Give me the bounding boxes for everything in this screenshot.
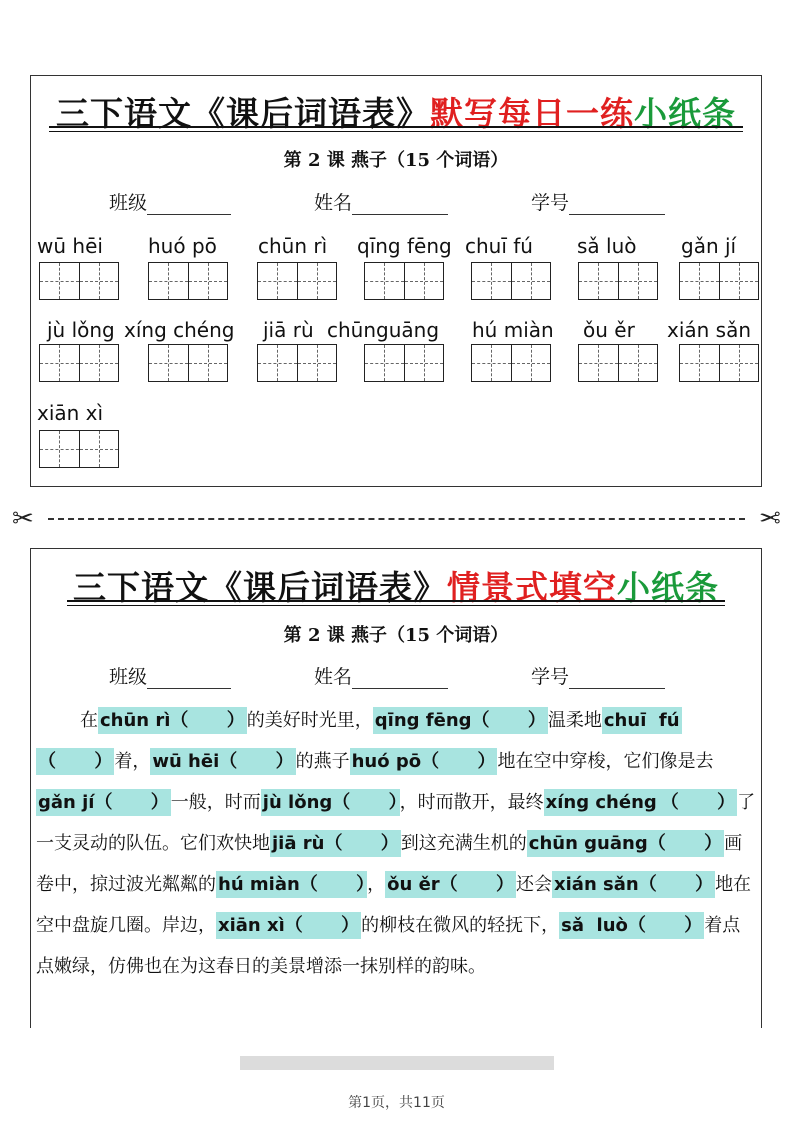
pinyin-label: chūn rì: [258, 234, 328, 258]
pinyin-prompt: ）: [379, 830, 401, 857]
answer-blank[interactable]: [352, 789, 386, 816]
pinyin-label: huó pō: [148, 234, 217, 258]
pinyin-prompt: qīng fēng（: [373, 707, 492, 734]
story-text: 地在空中穿梭，它们像是去: [497, 751, 714, 772]
answer-blank[interactable]: [460, 871, 494, 898]
lesson-subtitle: 第 2 课 燕子（15 个词语）: [283, 625, 509, 646]
answer-blank[interactable]: [648, 912, 682, 939]
answer-blank[interactable]: [58, 748, 92, 775]
student-id-field[interactable]: 学号: [531, 188, 665, 215]
cut-line: [12, 506, 781, 532]
page-indicator: 第1页，共11页: [348, 1095, 445, 1111]
pinyin-prompt: ）: [274, 748, 296, 775]
pinyin-prompt: ）: [494, 871, 516, 898]
card-title: 三下语文《课后词语表》情景式填空小纸条: [73, 568, 719, 607]
pinyin-label: qīng fēng: [357, 234, 452, 258]
pinyin-prompt: ǒu ěr（: [385, 871, 460, 898]
story-text: 在: [80, 710, 98, 731]
pinyin-label: chūnguāng: [327, 318, 440, 342]
story-text: ，: [367, 874, 386, 895]
dashed-divider: [48, 518, 745, 520]
title-underline-thin: [49, 131, 743, 132]
pinyin-prompt: ）: [339, 912, 361, 939]
pinyin-prompt: （: [36, 748, 58, 775]
writing-box[interactable]: [471, 344, 551, 382]
pinyin-prompt: ）: [354, 871, 367, 898]
answer-blank[interactable]: [239, 748, 273, 775]
story-text: 着点点嫩绿，仿佛也在为这春日的美景增添一抹别样的韵味。: [36, 915, 741, 977]
pinyin-prompt: ）: [526, 707, 548, 734]
story-text: 的燕子: [295, 751, 350, 772]
pinyin-prompt: sǎ luò（: [559, 912, 648, 939]
story-text: ，时而散开，最终: [399, 792, 544, 813]
pinyin-prompt: ）: [693, 871, 715, 898]
student-id-field[interactable]: 学号: [531, 662, 665, 689]
writing-box[interactable]: [471, 262, 551, 300]
pinyin-prompt: ）: [149, 789, 171, 816]
story-text: 了一支灵动的队伍。它们欢快地: [36, 792, 756, 854]
pinyin-label: xiān xì: [37, 401, 104, 425]
answer-blank[interactable]: [344, 830, 378, 857]
pinyin-label: jù lǒng: [47, 318, 115, 342]
story-text: 着，: [114, 751, 151, 772]
pinyin-label: hú miàn: [472, 318, 554, 342]
pinyin-prompt: ）: [225, 707, 247, 734]
card-title: 三下语文《课后词语表》默写每日一练小纸条: [56, 94, 736, 133]
writing-box[interactable]: [578, 344, 658, 382]
writing-box[interactable]: [257, 262, 337, 300]
pinyin-label: jiā rù: [263, 318, 314, 342]
pinyin-label: wū hēi: [37, 234, 103, 258]
answer-blank[interactable]: [114, 789, 148, 816]
writing-box[interactable]: [578, 262, 658, 300]
pinyin-prompt: wū hēi（: [150, 748, 239, 775]
class-field[interactable]: 班级: [109, 188, 231, 215]
pinyin-prompt: ）: [715, 789, 737, 816]
dictation-card: [30, 75, 762, 487]
pinyin-prompt: ）: [475, 748, 497, 775]
writing-box[interactable]: [148, 344, 228, 382]
title-underline-thin: [67, 605, 725, 606]
pinyin-prompt: chūn guāng（: [527, 830, 668, 857]
pinyin-label: xián sǎn: [667, 318, 752, 342]
writing-box[interactable]: [679, 344, 759, 382]
writing-box[interactable]: [364, 262, 444, 300]
pinyin-label: ǒu ěr: [583, 318, 635, 342]
story-text: 温柔地: [547, 710, 602, 731]
pinyin-prompt: xián sǎn（: [552, 871, 659, 898]
answer-blank[interactable]: [190, 707, 224, 734]
writing-box[interactable]: [39, 430, 119, 468]
title-underline: [49, 126, 743, 128]
pinyin-prompt: huó pō（: [350, 748, 442, 775]
class-field[interactable]: 班级: [109, 662, 231, 689]
lesson-subtitle: 第 2 课 燕子（15 个词语）: [283, 150, 509, 171]
answer-blank[interactable]: [441, 748, 475, 775]
footer-watermark: [240, 1056, 554, 1070]
story-text: 一般，时而: [170, 792, 261, 813]
answer-blank[interactable]: [659, 871, 693, 898]
pinyin-prompt: xiān xì（: [216, 912, 305, 939]
pinyin-label: chuī fú: [465, 234, 533, 258]
writing-box[interactable]: [364, 344, 444, 382]
pinyin-prompt: xíng chéng: [544, 789, 659, 816]
writing-box[interactable]: [148, 262, 228, 300]
pinyin-prompt: ）: [682, 912, 704, 939]
writing-box[interactable]: [39, 262, 119, 300]
name-field[interactable]: 姓名: [314, 662, 448, 689]
answer-blank[interactable]: [305, 912, 339, 939]
answer-blank[interactable]: [681, 789, 715, 816]
pinyin-prompt: ）: [702, 830, 724, 857]
scissors-icon: ✂: [12, 504, 34, 534]
story-text: 画卷中，掠过波光粼粼的: [36, 833, 743, 895]
story-paragraph: [36, 700, 757, 987]
answer-blank[interactable]: [320, 871, 354, 898]
pinyin-prompt: hú miàn（: [216, 871, 320, 898]
story-text: 到这充满生机的: [400, 833, 527, 854]
name-field[interactable]: 姓名: [314, 188, 448, 215]
writing-box[interactable]: [257, 344, 337, 382]
pinyin-label: sǎ luò: [577, 234, 637, 258]
pinyin-prompt: （: [659, 789, 681, 816]
pinyin-prompt: chūn rì（: [98, 707, 190, 734]
scissors-icon: ✂: [759, 504, 781, 534]
story-text: 的柳枝在微风的轻抚下，: [361, 915, 560, 936]
story-text: 地在空中盘旋几圈。岸边，: [36, 874, 752, 936]
pinyin-prompt: jiā rù（: [270, 830, 344, 857]
pinyin-prompt: jù lǒng（: [261, 789, 353, 816]
answer-blank[interactable]: [668, 830, 702, 857]
writing-box[interactable]: [679, 262, 759, 300]
pinyin-label: gǎn jí: [681, 234, 737, 258]
story-text: 还会: [516, 874, 553, 895]
pinyin-prompt: gǎn jí（: [36, 789, 114, 816]
writing-box[interactable]: [39, 344, 119, 382]
pinyin-prompt: ）: [387, 789, 400, 816]
pinyin-prompt: ）: [92, 748, 114, 775]
title-underline: [67, 600, 725, 602]
answer-blank[interactable]: [492, 707, 526, 734]
pinyin-prompt: chuī fú: [602, 707, 682, 734]
pinyin-label: xíng chéng: [124, 318, 235, 342]
story-text: 的美好时光里，: [246, 710, 373, 731]
